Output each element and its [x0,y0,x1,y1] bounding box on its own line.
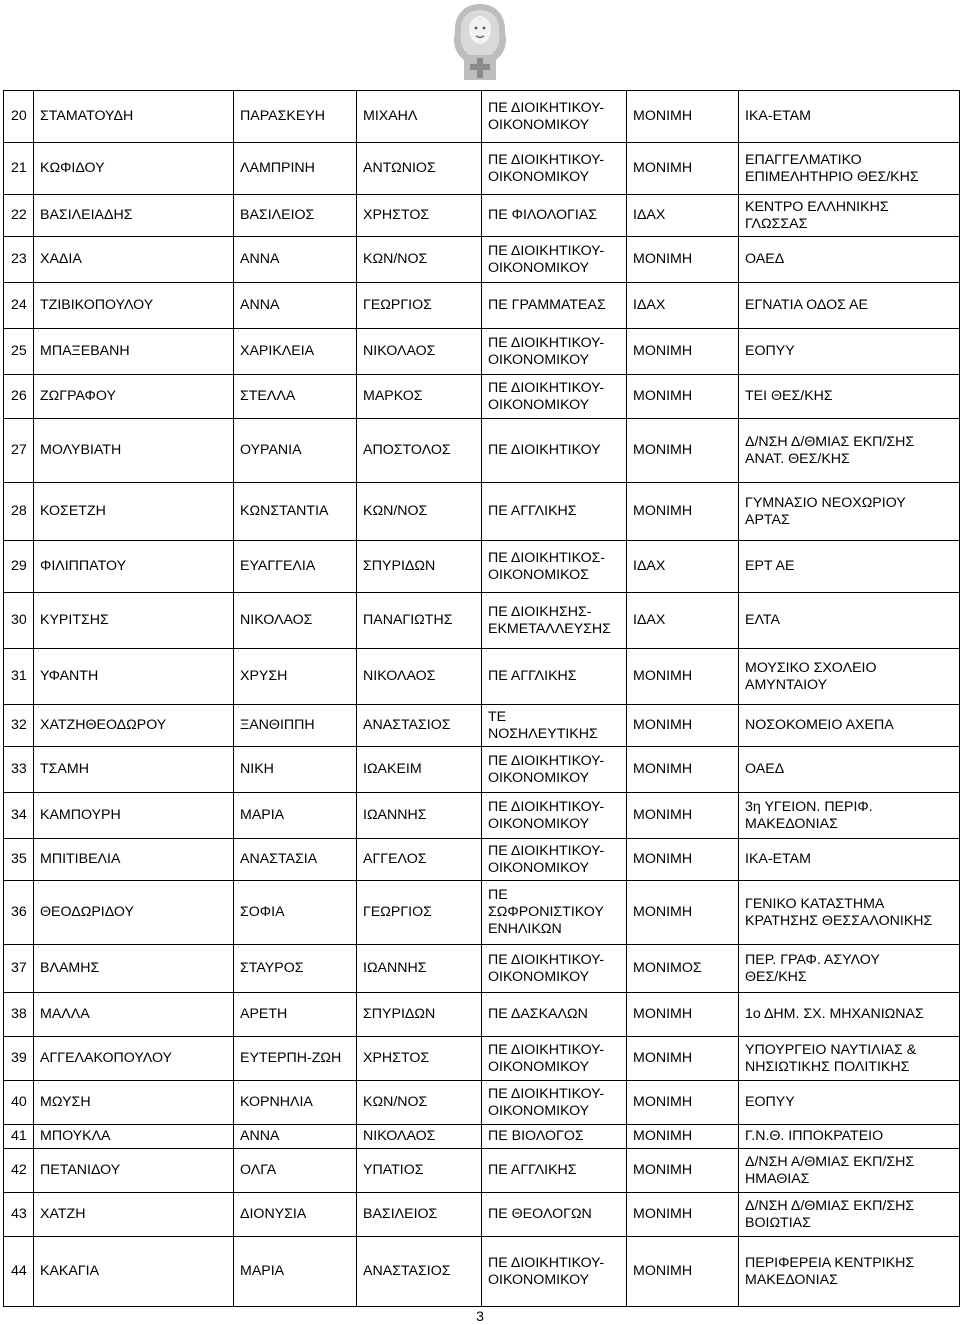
specialty-cell: ΠΕ ΔΙΟΙΚΗΤΙΚΟΥ- ΟΙΚΟΝΟΜΙΚΟΥ [482,839,627,881]
table-row [4,283,960,329]
employment-type-cell: ΜΟΝΙΜΗ [627,747,739,793]
table-row [4,1125,960,1149]
specialty-cell: ΠΕ ΔΙΟΙΚΗΤΙΚΟΥ [482,419,627,483]
row-number-cell: 33 [4,747,34,793]
table-row [4,1081,960,1125]
surname-cell: ΜΠΑΞΕΒΑΝΗ [34,329,234,375]
specialty-cell: ΠΕ ΔΙΟΙΚΗΤΙΚΟΥ- ΟΙΚΟΝΟΜΙΚΟΥ [482,793,627,839]
first-name-cell: ΑΝΝΑ [234,237,357,283]
father-name-cell: ΜΙΧΑΗΛ [357,91,482,143]
table-row [4,1037,960,1081]
employer-cell: Δ/ΝΣΗ Δ/ΘΜΙΑΣ ΕΚΠ/ΣΗΣ ΑΝΑΤ. ΘΕΣ/ΚΗΣ [739,419,960,483]
table-row [4,1193,960,1237]
specialty-cell: ΠΕ ΒΙΟΛΟΓΟΣ [482,1125,627,1149]
employment-type-cell: ΜΟΝΙΜΗ [627,649,739,705]
surname-cell: ΤΖΙΒΙΚΟΠΟΥΛΟΥ [34,283,234,329]
employer-cell: ΕΓΝΑΤΙΑ ΟΔΟΣ ΑΕ [739,283,960,329]
first-name-cell: ΑΝΝΑ [234,283,357,329]
specialty-cell: ΠΕ ΓΡΑΜΜΑΤΕΑΣ [482,283,627,329]
employer-cell: 3η ΥΓΕΙΟΝ. ΠΕΡΙΦ. ΜΑΚΕΔΟΝΙΑΣ [739,793,960,839]
row-number-cell: 44 [4,1237,34,1307]
row-number-cell: 28 [4,483,34,541]
surname-cell: ΦΙΛΙΠΠΑΤΟΥ [34,541,234,593]
father-name-cell: ΑΝΑΣΤΑΣΙΟΣ [357,1237,482,1307]
father-name-cell: ΧΡΗΣΤΟΣ [357,195,482,237]
specialty-cell: ΠΕ ΔΙΟΙΚΗΣΗΣ- ΕΚΜΕΤΑΛΛΕΥΣΗΣ [482,593,627,649]
university-seal-icon [450,2,510,82]
surname-cell: ΧΑΤΖΗ [34,1193,234,1237]
surname-cell: ΚΑΜΠΟΥΡΗ [34,793,234,839]
employer-cell: Δ/ΝΣΗ Α/ΘΜΙΑΣ ΕΚΠ/ΣΗΣ ΗΜΑΘΙΑΣ [739,1149,960,1193]
father-name-cell: ΜΑΡΚΟΣ [357,375,482,419]
father-name-cell: ΥΠΑΤΙΟΣ [357,1149,482,1193]
specialty-cell: ΠΕ ΘΕΟΛΟΓΩΝ [482,1193,627,1237]
first-name-cell: ΔΙΟΝΥΣΙΑ [234,1193,357,1237]
father-name-cell: ΚΩΝ/ΝΟΣ [357,237,482,283]
employer-cell: ΜΟΥΣΙΚΟ ΣΧΟΛΕΙΟ ΑΜΥΝΤΑΙΟΥ [739,649,960,705]
row-number-cell: 24 [4,283,34,329]
row-number-cell: 27 [4,419,34,483]
table-row [4,1149,960,1193]
employment-type-cell: ΜΟΝΙΜΗ [627,793,739,839]
table-row [4,1237,960,1307]
specialty-cell: ΠΕ ΔΙΟΙΚΗΤΙΚΟΥ- ΟΙΚΟΝΟΜΙΚΟΥ [482,945,627,993]
employment-type-cell: ΜΟΝΙΜΗ [627,1149,739,1193]
table-row [4,329,960,375]
father-name-cell: ΝΙΚΟΛΑΟΣ [357,649,482,705]
surname-cell: ΚΥΡΙΤΣΗΣ [34,593,234,649]
surname-cell: ΚΑΚΑΓΙΑ [34,1237,234,1307]
father-name-cell: ΚΩΝ/ΝΟΣ [357,483,482,541]
specialty-cell: ΠΕ ΔΑΣΚΑΛΩΝ [482,993,627,1037]
father-name-cell: ΙΩΑΝΝΗΣ [357,793,482,839]
surname-cell: ΧΑΤΖΗΘΕΟΔΩΡΟΥ [34,705,234,747]
employer-cell: ΥΠΟΥΡΓΕΙΟ ΝΑΥΤΙΛΙΑΣ & ΝΗΣΙΩΤΙΚΗΣ ΠΟΛΙΤΙΚΗΣ [739,1037,960,1081]
surname-cell: ΖΩΓΡΑΦΟΥ [34,375,234,419]
staff-table [3,90,960,1307]
father-name-cell: ΓΕΩΡΓΙΟΣ [357,283,482,329]
table-row [4,593,960,649]
first-name-cell: ΜΑΡΙΑ [234,793,357,839]
employment-type-cell: ΜΟΝΙΜΗ [627,1193,739,1237]
row-number-cell: 41 [4,1125,34,1149]
surname-cell: ΜΠΟΥΚΛΑ [34,1125,234,1149]
father-name-cell: ΑΓΓΕΛΟΣ [357,839,482,881]
first-name-cell: ΑΝΑΣΤΑΣΙΑ [234,839,357,881]
table-row [4,419,960,483]
employer-cell: ΙΚΑ-ΕΤΑΜ [739,839,960,881]
employer-cell: ΕΡΤ ΑΕ [739,541,960,593]
father-name-cell: ΧΡΗΣΤΟΣ [357,1037,482,1081]
employment-type-cell: ΜΟΝΙΜΗ [627,881,739,945]
employment-type-cell: ΜΟΝΙΜΗ [627,839,739,881]
father-name-cell: ΣΠΥΡΙΔΩΝ [357,993,482,1037]
table-row [4,705,960,747]
surname-cell: ΠΕΤΑΝΙΔΟΥ [34,1149,234,1193]
first-name-cell: ΝΙΚΗ [234,747,357,793]
specialty-cell: ΠΕ ΔΙΟΙΚΗΤΙΚΟΥ- ΟΙΚΟΝΟΜΙΚΟΥ [482,747,627,793]
surname-cell: ΒΛΑΜΗΣ [34,945,234,993]
employer-cell: Γ.Ν.Θ. ΙΠΠΟΚΡΑΤΕΙΟ [739,1125,960,1149]
first-name-cell: ΒΑΣΙΛΕΙΟΣ [234,195,357,237]
employment-type-cell: ΜΟΝΙΜΗ [627,1081,739,1125]
first-name-cell: ΣΤΕΛΛΑ [234,375,357,419]
first-name-cell: ΧΑΡΙΚΛΕΙΑ [234,329,357,375]
table-row [4,747,960,793]
table-row [4,237,960,283]
employment-type-cell: ΜΟΝΙΜΗ [627,993,739,1037]
first-name-cell: ΣΤΑΥΡΟΣ [234,945,357,993]
specialty-cell: ΤΕ ΝΟΣΗΛΕΥΤΙΚΗΣ [482,705,627,747]
specialty-cell: ΠΕ ΔΙΟΙΚΗΤΙΚΟΥ- ΟΙΚΟΝΟΜΙΚΟΥ [482,237,627,283]
table-row [4,649,960,705]
employment-type-cell: ΜΟΝΙΜΗ [627,375,739,419]
table-row [4,541,960,593]
surname-cell: ΚΟΣΕΤΖΗ [34,483,234,541]
page-number: 3 [476,1308,484,1324]
row-number-cell: 43 [4,1193,34,1237]
staff-table-body [4,91,960,1307]
employer-cell: ΓΕΝΙΚΟ ΚΑΤΑΣΤΗΜΑ ΚΡΑΤΗΣΗΣ ΘΕΣΣΑΛΟΝΙΚΗΣ [739,881,960,945]
employment-type-cell: ΙΔΑΧ [627,541,739,593]
employer-cell: ΟΑΕΔ [739,747,960,793]
employer-cell: ΟΑΕΔ [739,237,960,283]
employer-cell: ΕΟΠΥΥ [739,1081,960,1125]
row-number-cell: 20 [4,91,34,143]
table-row [4,881,960,945]
first-name-cell: ΜΑΡΙΑ [234,1237,357,1307]
father-name-cell: ΓΕΩΡΓΙΟΣ [357,881,482,945]
father-name-cell: ΒΑΣΙΛΕΙΟΣ [357,1193,482,1237]
specialty-cell: ΠΕ ΔΙΟΙΚΗΤΙΚΟΥ- ΟΙΚΟΝΟΜΙΚΟΥ [482,329,627,375]
specialty-cell: ΠΕ ΔΙΟΙΚΗΤΙΚΟΥ- ΟΙΚΟΝΟΜΙΚΟΥ [482,1081,627,1125]
row-number-cell: 21 [4,143,34,195]
employer-cell: Δ/ΝΣΗ Δ/ΘΜΙΑΣ ΕΚΠ/ΣΗΣ ΒΟΙΩΤΙΑΣ [739,1193,960,1237]
first-name-cell: ΣΟΦΙΑ [234,881,357,945]
specialty-cell: ΠΕ ΦΙΛΟΛΟΓΙΑΣ [482,195,627,237]
employer-cell: ΙΚΑ-ΕΤΑΜ [739,91,960,143]
surname-cell: ΑΓΓΕΛΑΚΟΠΟΥΛΟΥ [34,1037,234,1081]
surname-cell: ΜΟΛΥΒΙΑΤΗ [34,419,234,483]
row-number-cell: 42 [4,1149,34,1193]
employer-cell: ΝΟΣΟΚΟΜΕΙΟ ΑΧΕΠΑ [739,705,960,747]
first-name-cell: ΛΑΜΠΡΙΝΗ [234,143,357,195]
table-row [4,91,960,143]
specialty-cell: ΠΕ ΔΙΟΙΚΗΤΙΚΟΥ- ΟΙΚΟΝΟΜΙΚΟΥ [482,91,627,143]
surname-cell: ΒΑΣΙΛΕΙΑΔΗΣ [34,195,234,237]
surname-cell: ΜΩΥΣΗ [34,1081,234,1125]
surname-cell: ΤΣΑΜΗ [34,747,234,793]
father-name-cell: ΙΩΑΚΕΙΜ [357,747,482,793]
row-number-cell: 40 [4,1081,34,1125]
father-name-cell: ΠΑΝΑΓΙΩΤΗΣ [357,593,482,649]
row-number-cell: 39 [4,1037,34,1081]
specialty-cell: ΠΕ ΔΙΟΙΚΗΤΙΚΟΥ- ΟΙΚΟΝΟΜΙΚΟΥ [482,1237,627,1307]
employer-cell: ΠΕΡΙΦΕΡΕΙΑ ΚΕΝΤΡΙΚΗΣ ΜΑΚΕΔΟΝΙΑΣ [739,1237,960,1307]
specialty-cell: ΠΕ ΑΓΓΛΙΚΗΣ [482,649,627,705]
first-name-cell: ΚΟΡΝΗΛΙΑ [234,1081,357,1125]
surname-cell: ΥΦΑΝΤΗ [34,649,234,705]
row-number-cell: 31 [4,649,34,705]
employment-type-cell: ΜΟΝΙΜΗ [627,237,739,283]
table-row [4,793,960,839]
employment-type-cell: ΜΟΝΙΜΗ [627,705,739,747]
row-number-cell: 26 [4,375,34,419]
employer-cell: ΚΕΝΤΡΟ ΕΛΛΗΝΙΚΗΣ ΓΛΩΣΣΑΣ [739,195,960,237]
employment-type-cell: ΜΟΝΙΜΗ [627,91,739,143]
father-name-cell: ΑΠΟΣΤΟΛΟΣ [357,419,482,483]
first-name-cell: ΠΑΡΑΣΚΕΥΗ [234,91,357,143]
row-number-cell: 36 [4,881,34,945]
surname-cell: ΜΠΙΤΙΒΕΛΙΑ [34,839,234,881]
surname-cell: ΚΩΦΙΔΟΥ [34,143,234,195]
surname-cell: ΧΑΔΙΑ [34,237,234,283]
father-name-cell: ΝΙΚΟΛΑΟΣ [357,1125,482,1149]
table-row [4,195,960,237]
row-number-cell: 23 [4,237,34,283]
employer-cell: ΕΟΠΥΥ [739,329,960,375]
specialty-cell: ΠΕ ΔΙΟΙΚΗΤΙΚΟΥ- ΟΙΚΟΝΟΜΙΚΟΥ [482,143,627,195]
employment-type-cell: ΜΟΝΙΜΗ [627,329,739,375]
row-number-cell: 22 [4,195,34,237]
first-name-cell: ΚΩΝΣΤΑΝΤΙΑ [234,483,357,541]
surname-cell: ΜΑΛΛΑ [34,993,234,1037]
employment-type-cell: ΙΔΑΧ [627,283,739,329]
row-number-cell: 29 [4,541,34,593]
table-row [4,483,960,541]
first-name-cell: ΟΥΡΑΝΙΑ [234,419,357,483]
employment-type-cell: ΜΟΝΙΜΗ [627,1237,739,1307]
specialty-cell: ΠΕ ΔΙΟΙΚΗΤΙΚΟΥ- ΟΙΚΟΝΟΜΙΚΟΥ [482,1037,627,1081]
table-row [4,839,960,881]
father-name-cell: ΑΝΑΣΤΑΣΙΟΣ [357,705,482,747]
row-number-cell: 30 [4,593,34,649]
table-row [4,143,960,195]
specialty-cell: ΠΕ ΣΩΦΡΟΝΙΣΤΙΚΟΥ ΕΝΗΛΙΚΩΝ [482,881,627,945]
table-row [4,945,960,993]
employment-type-cell: ΙΔΑΧ [627,195,739,237]
employer-cell: ΤΕΙ ΘΕΣ/ΚΗΣ [739,375,960,419]
employer-cell: ΕΛΤΑ [739,593,960,649]
first-name-cell: ΕΥΑΓΓΕΛΙΑ [234,541,357,593]
first-name-cell: ΧΡΥΣΗ [234,649,357,705]
first-name-cell: ΑΝΝΑ [234,1125,357,1149]
employment-type-cell: ΜΟΝΙΜΗ [627,483,739,541]
employment-type-cell: ΜΟΝΙΜΗ [627,143,739,195]
first-name-cell: ΑΡΕΤΗ [234,993,357,1037]
first-name-cell: ΟΛΓΑ [234,1149,357,1193]
employer-cell: ΓΥΜΝΑΣΙΟ ΝΕΟΧΩΡΙΟΥ ΑΡΤΑΣ [739,483,960,541]
father-name-cell: ΑΝΤΩΝΙΟΣ [357,143,482,195]
specialty-cell: ΠΕ ΑΓΓΛΙΚΗΣ [482,483,627,541]
surname-cell: ΣΤΑΜΑΤΟΥΔΗ [34,91,234,143]
employment-type-cell: ΙΔΑΧ [627,593,739,649]
row-number-cell: 38 [4,993,34,1037]
row-number-cell: 25 [4,329,34,375]
father-name-cell: ΝΙΚΟΛΑΟΣ [357,329,482,375]
employer-cell: 1ο ΔΗΜ. ΣΧ. ΜΗΧΑΝΙΩΝΑΣ [739,993,960,1037]
father-name-cell: ΣΠΥΡΙΔΩΝ [357,541,482,593]
father-name-cell: ΙΩΑΝΝΗΣ [357,945,482,993]
employer-cell: ΠΕΡ. ΓΡΑΦ. ΑΣΥΛΟΥ ΘΕΣ/ΚΗΣ [739,945,960,993]
specialty-cell: ΠΕ ΑΓΓΛΙΚΗΣ [482,1149,627,1193]
row-number-cell: 35 [4,839,34,881]
employment-type-cell: ΜΟΝΙΜΗ [627,419,739,483]
table-row [4,993,960,1037]
employment-type-cell: ΜΟΝΙΜΗ [627,1037,739,1081]
first-name-cell: ΞΑΝΘΙΠΠΗ [234,705,357,747]
father-name-cell: ΚΩΝ/ΝΟΣ [357,1081,482,1125]
employment-type-cell: ΜΟΝΙΜΗ [627,1125,739,1149]
first-name-cell: ΝΙΚΟΛΑΟΣ [234,593,357,649]
row-number-cell: 37 [4,945,34,993]
employment-type-cell: ΜΟΝΙΜΟΣ [627,945,739,993]
row-number-cell: 32 [4,705,34,747]
surname-cell: ΘΕΟΔΩΡΙΔΟΥ [34,881,234,945]
table-row [4,375,960,419]
row-number-cell: 34 [4,793,34,839]
first-name-cell: ΕΥΤΕΡΠΗ-ΖΩΗ [234,1037,357,1081]
employer-cell: ΕΠΑΓΓΕΛΜΑΤΙΚΟ ΕΠΙΜΕΛΗΤΗΡΙΟ ΘΕΣ/ΚΗΣ [739,143,960,195]
specialty-cell: ΠΕ ΔΙΟΙΚΗΤΙΚΟΥ- ΟΙΚΟΝΟΜΙΚΟΥ [482,375,627,419]
specialty-cell: ΠΕ ΔΙΟΙΚΗΤΙΚΟΣ- ΟΙΚΟΝΟΜΙΚΟΣ [482,541,627,593]
